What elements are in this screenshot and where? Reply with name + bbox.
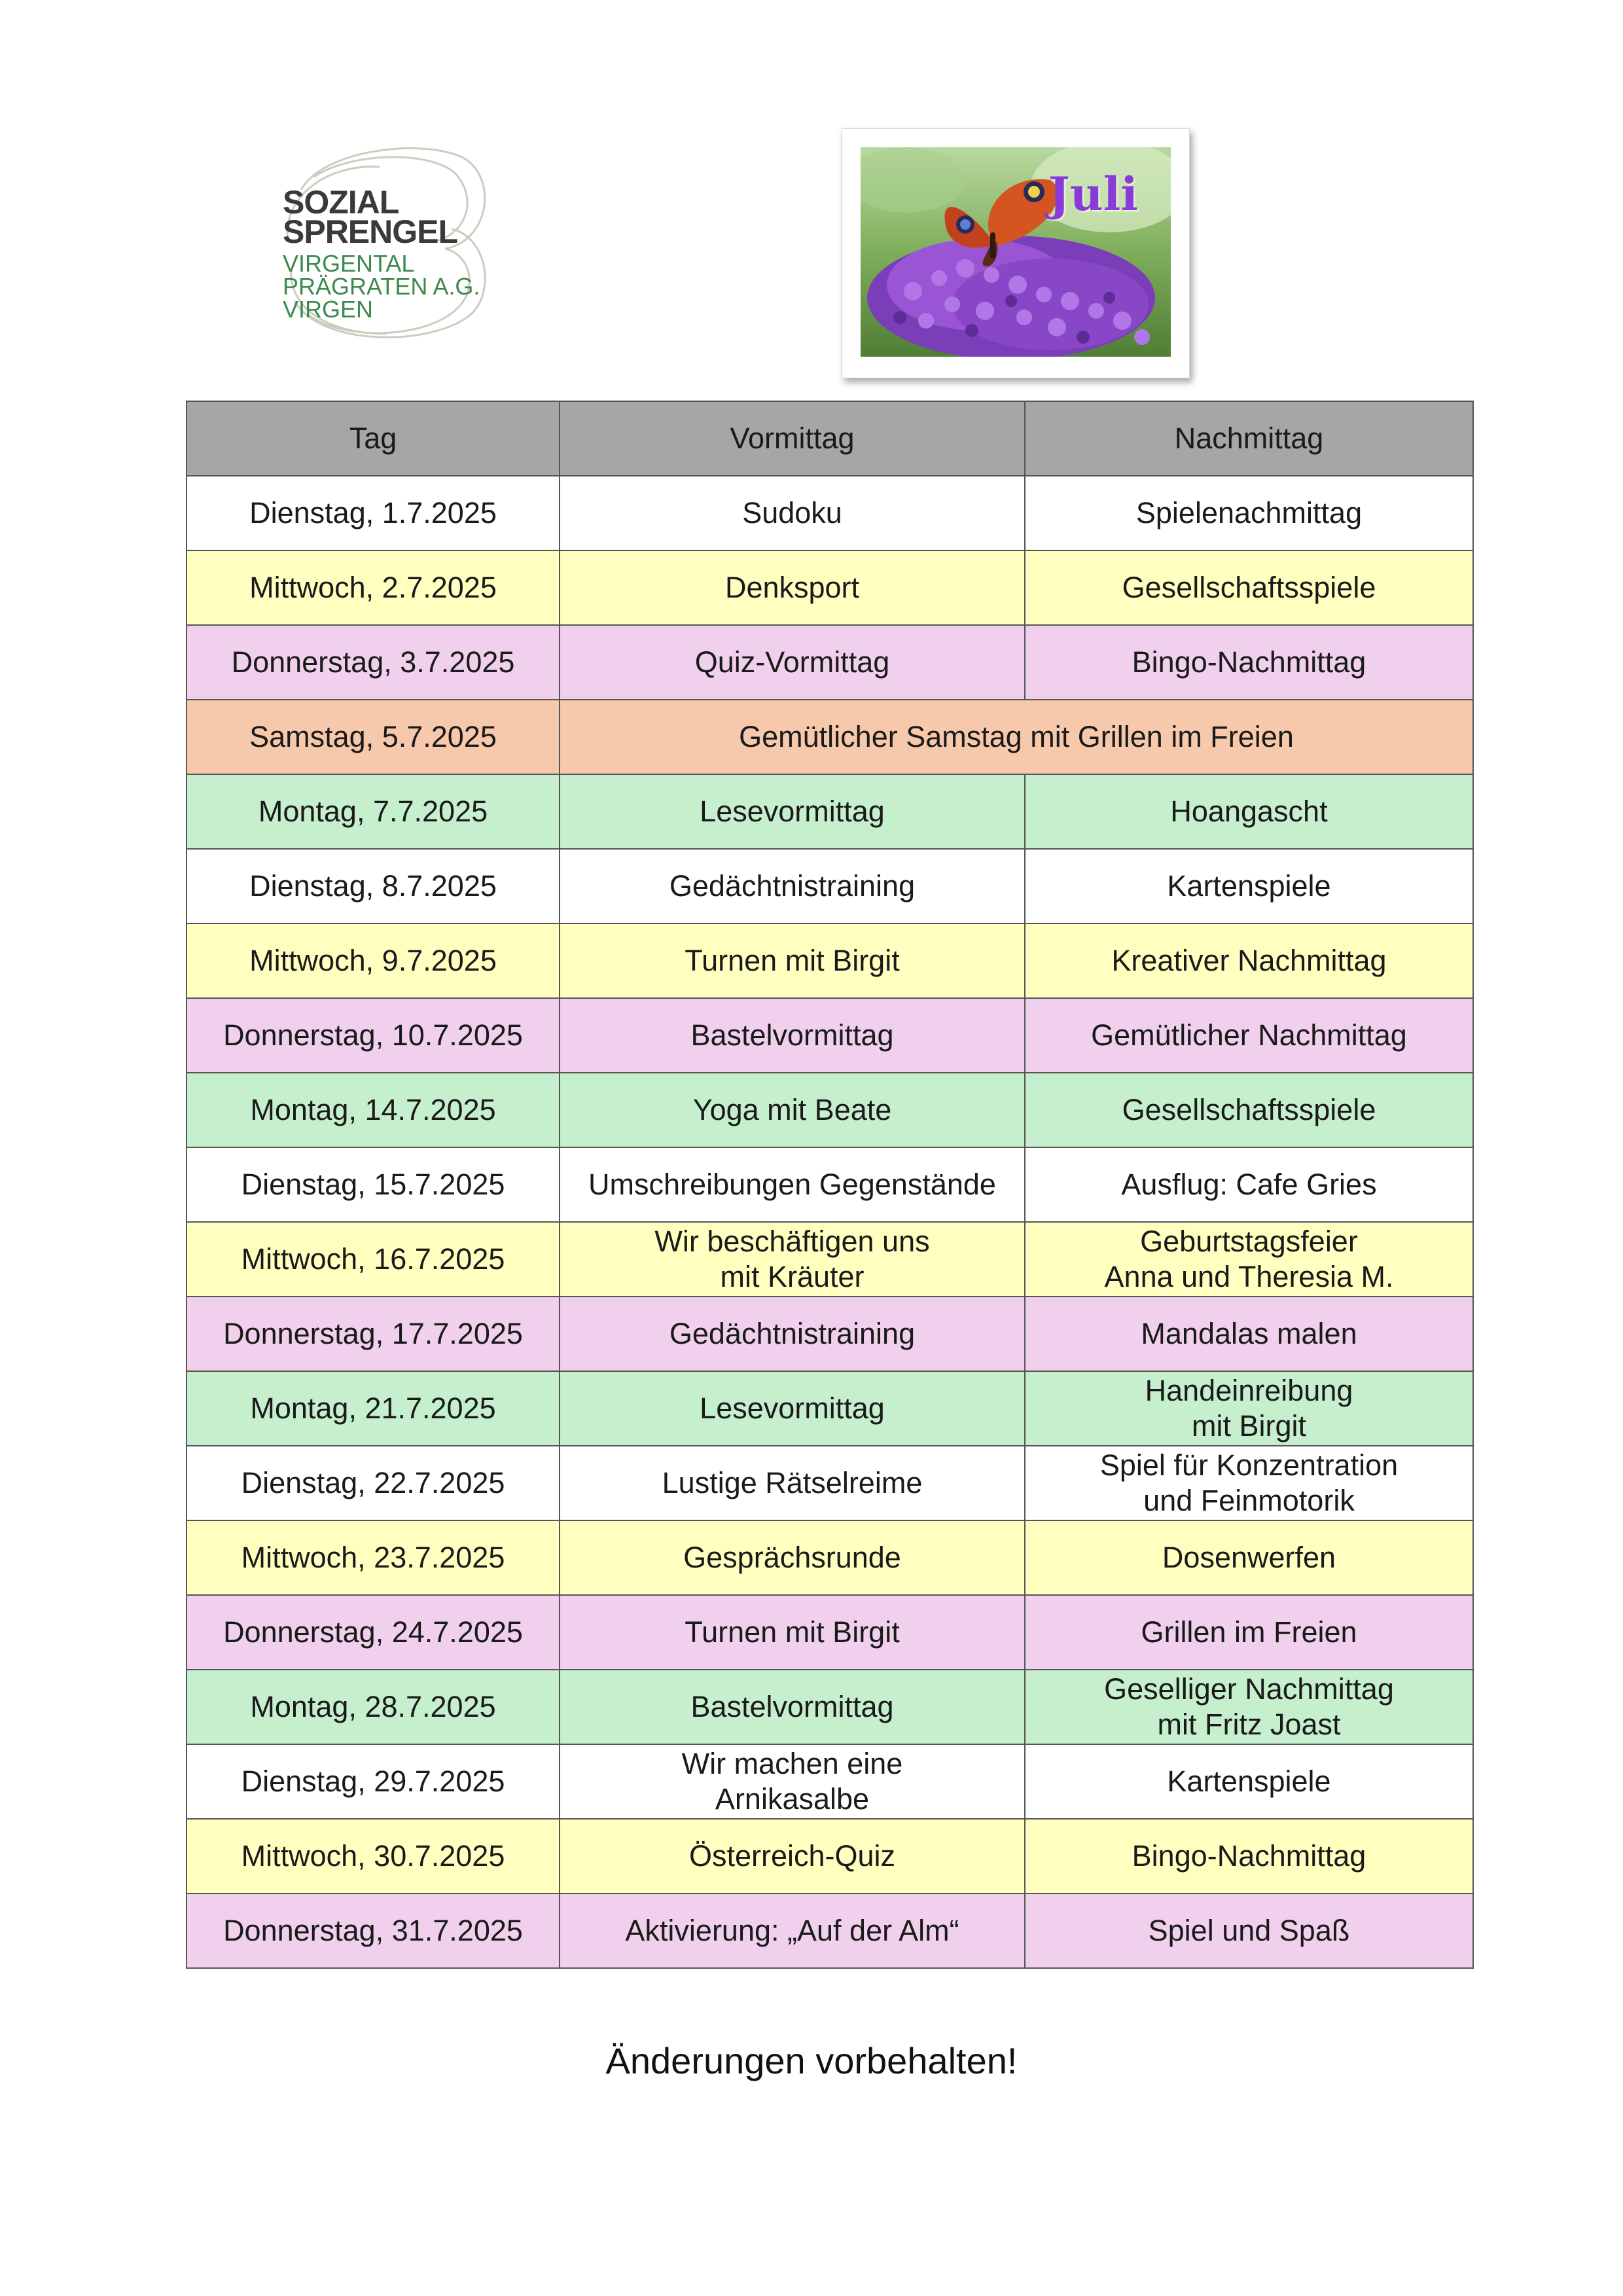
cell-day: Mittwoch, 16.7.2025 — [187, 1222, 560, 1297]
cell-afternoon-activity: Gemütlicher Nachmittag — [1025, 998, 1473, 1073]
cell-morning-activity: Denksport — [560, 550, 1025, 625]
sozialsprengel-logo — [275, 137, 510, 353]
cell-morning-activity: Yoga mit Beate — [560, 1073, 1025, 1147]
cell-afternoon-activity: Spiel und Spaß — [1025, 1893, 1473, 1968]
cell-day: Donnerstag, 17.7.2025 — [187, 1297, 560, 1371]
cell-day: Donnerstag, 24.7.2025 — [187, 1595, 560, 1670]
logo-text-virgen: VIRGEN — [283, 296, 374, 323]
cell-afternoon-activity: Gesellschaftsspiele — [1025, 550, 1473, 625]
butterfly-flower-image — [861, 147, 1171, 357]
cell-morning-activity: Österreich-Quiz — [560, 1819, 1025, 1893]
cell-day: Montag, 28.7.2025 — [187, 1670, 560, 1744]
cell-day: Donnerstag, 31.7.2025 — [187, 1893, 560, 1968]
month-picture-frame — [842, 128, 1190, 378]
logo-text-sprengel: SPRENGEL — [283, 213, 458, 250]
cell-afternoon-activity: Kreativer Nachmittag — [1025, 924, 1473, 998]
cell-afternoon-activity: Hoangascht — [1025, 774, 1473, 849]
table-row — [187, 625, 1473, 700]
cell-morning-activity: Gedächtnistraining — [560, 1297, 1025, 1371]
cell-day: Donnerstag, 3.7.2025 — [187, 625, 560, 700]
cell-afternoon-activity: Geburtstagsfeier Anna und Theresia M. — [1025, 1222, 1473, 1297]
cell-all-day-activity: Gemütlicher Samstag mit Grillen im Freien — [560, 700, 1473, 774]
cell-afternoon-activity: Gesellschaftsspiele — [1025, 1073, 1473, 1147]
month-title: Juli — [1048, 167, 1138, 221]
table-row — [187, 1297, 1473, 1371]
table-row — [187, 1819, 1473, 1893]
cell-day: Dienstag, 22.7.2025 — [187, 1446, 560, 1520]
cell-day: Dienstag, 1.7.2025 — [187, 476, 560, 550]
cell-day: Mittwoch, 30.7.2025 — [187, 1819, 560, 1893]
logo-text-praegraten: PRÄGRATEN A.G. — [283, 273, 480, 300]
cell-day: Mittwoch, 9.7.2025 — [187, 924, 560, 998]
table-row — [187, 700, 1473, 774]
cell-morning-activity: Bastelvormittag — [560, 998, 1025, 1073]
cell-afternoon-activity: Kartenspiele — [1025, 1744, 1473, 1819]
cell-afternoon-activity: Geselliger Nachmittag mit Fritz Joast — [1025, 1670, 1473, 1744]
cell-day: Montag, 14.7.2025 — [187, 1073, 560, 1147]
table-row — [187, 1371, 1473, 1446]
table-row — [187, 849, 1473, 924]
cell-morning-activity: Turnen mit Birgit — [560, 924, 1025, 998]
cell-day: Dienstag, 8.7.2025 — [187, 849, 560, 924]
table-row — [187, 476, 1473, 550]
cell-afternoon-activity: Mandalas malen — [1025, 1297, 1473, 1371]
cell-afternoon-activity: Handeinreibung mit Birgit — [1025, 1371, 1473, 1446]
activity-schedule-table — [186, 401, 1474, 1969]
cell-morning-activity: Wir beschäftigen uns mit Kräuter — [560, 1222, 1025, 1297]
cell-afternoon-activity: Spielenachmittag — [1025, 476, 1473, 550]
cell-day: Donnerstag, 10.7.2025 — [187, 998, 560, 1073]
table-row — [187, 924, 1473, 998]
header-afternoon: Nachmittag — [1025, 401, 1473, 476]
table-row — [187, 1893, 1473, 1968]
cell-morning-activity: Bastelvormittag — [560, 1670, 1025, 1744]
table-row — [187, 998, 1473, 1073]
cell-afternoon-activity: Dosenwerfen — [1025, 1520, 1473, 1595]
cell-afternoon-activity: Spiel für Konzentration und Feinmotorik — [1025, 1446, 1473, 1520]
changes-reserved-note: Änderungen vorbehalten! — [605, 2040, 1018, 2081]
table-row — [187, 1073, 1473, 1147]
table-row — [187, 1744, 1473, 1819]
header-morning: Vormittag — [560, 401, 1025, 476]
table-row — [187, 1670, 1473, 1744]
cell-day: Mittwoch, 2.7.2025 — [187, 550, 560, 625]
cell-morning-activity: Umschreibungen Gegenstände — [560, 1147, 1025, 1222]
table-row — [187, 1222, 1473, 1297]
cell-day: Samstag, 5.7.2025 — [187, 700, 560, 774]
cell-morning-activity: Turnen mit Birgit — [560, 1595, 1025, 1670]
table-row — [187, 1595, 1473, 1670]
cell-afternoon-activity: Bingo-Nachmittag — [1025, 1819, 1473, 1893]
table-row — [187, 774, 1473, 849]
header-day: Tag — [187, 401, 560, 476]
cell-day: Mittwoch, 23.7.2025 — [187, 1520, 560, 1595]
table-row — [187, 1520, 1473, 1595]
table-row — [187, 1446, 1473, 1520]
cell-morning-activity: Gesprächsrunde — [560, 1520, 1025, 1595]
schedule-body — [187, 476, 1473, 1968]
logo-text-virgental: VIRGENTAL — [283, 250, 415, 277]
cell-morning-activity: Lesevormittag — [560, 774, 1025, 849]
cell-morning-activity: Lustige Rätselreime — [560, 1446, 1025, 1520]
cell-afternoon-activity: Kartenspiele — [1025, 849, 1473, 924]
table-row — [187, 1147, 1473, 1222]
cell-morning-activity: Gedächtnistraining — [560, 849, 1025, 924]
cell-morning-activity: Lesevormittag — [560, 1371, 1025, 1446]
cell-afternoon-activity: Grillen im Freien — [1025, 1595, 1473, 1670]
logo-text-sozial: SOZIAL — [283, 184, 399, 221]
cell-day: Dienstag, 29.7.2025 — [187, 1744, 560, 1819]
cell-morning-activity: Quiz-Vormittag — [560, 625, 1025, 700]
table-row — [187, 550, 1473, 625]
cell-afternoon-activity: Bingo-Nachmittag — [1025, 625, 1473, 700]
cell-morning-activity: Wir machen eine Arnikasalbe — [560, 1744, 1025, 1819]
cell-day: Montag, 7.7.2025 — [187, 774, 560, 849]
cell-morning-activity: Sudoku — [560, 476, 1025, 550]
cell-afternoon-activity: Ausflug: Cafe Gries — [1025, 1147, 1473, 1222]
cell-morning-activity: Aktivierung: „Auf der Alm“ — [560, 1893, 1025, 1968]
cell-day: Montag, 21.7.2025 — [187, 1371, 560, 1446]
cell-day: Dienstag, 15.7.2025 — [187, 1147, 560, 1222]
table-header-row — [187, 401, 1473, 476]
